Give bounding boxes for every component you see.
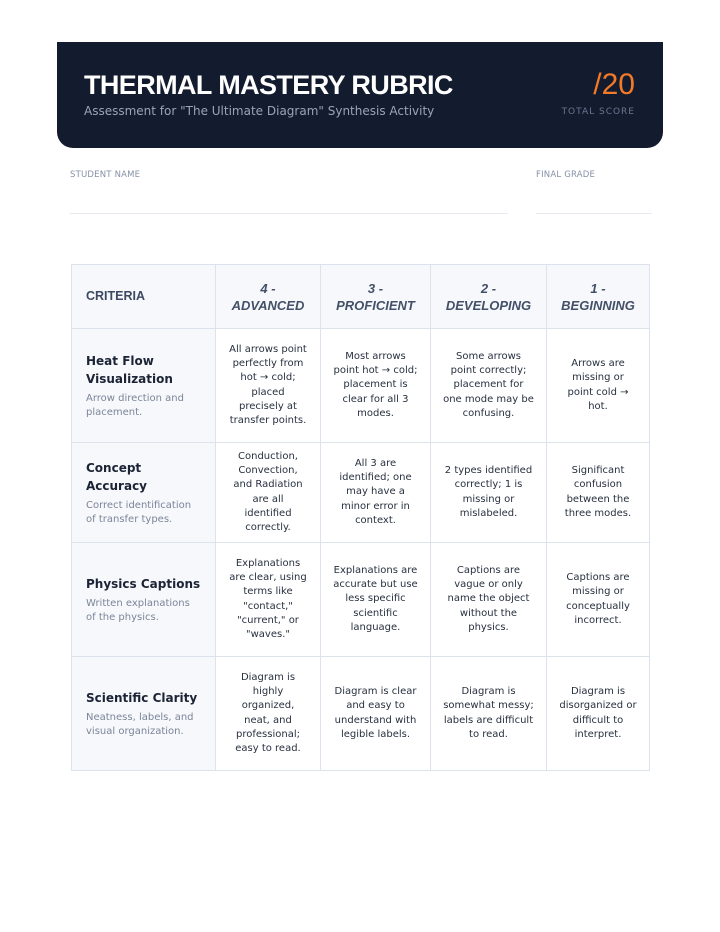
- rubric-table: [71, 264, 650, 771]
- table-row: [72, 543, 650, 657]
- criterion-cell: [72, 543, 216, 657]
- criterion-name: Physics Captions: [86, 576, 201, 591]
- criterion-description: Written explanations of the physics.: [86, 597, 190, 623]
- criterion-cell: [72, 329, 216, 443]
- criterion-cell: [72, 657, 216, 771]
- table-row: [72, 329, 650, 443]
- score-cell[interactable]: 2 types identified correctly; 1 is missing or mislabeled.: [431, 443, 547, 543]
- final-grade-field[interactable]: [536, 213, 652, 214]
- total-score-label: TOTAL SCORE: [561, 107, 635, 117]
- score-cell[interactable]: Diagram is somewhat messy; labels are difficult to read.: [431, 657, 547, 771]
- score-cell[interactable]: Diagram is clear and easy to understand with legible labels.: [321, 657, 431, 771]
- score-cell[interactable]: All arrows point perfectly from hot → cold; placed precisely at transfer points.: [216, 329, 321, 443]
- score-cell[interactable]: Captions are missing or conceptually incorrect.: [547, 543, 650, 657]
- table-row: [72, 657, 650, 771]
- score-cell[interactable]: Most arrows point hot → cold; placement is clear for all 3 modes.: [321, 329, 431, 443]
- criterion-cell: [72, 443, 216, 543]
- criteria-header: CRITERIA: [72, 265, 216, 329]
- criterion-description: Neatness, labels, and visual organization.: [86, 711, 194, 737]
- score-cell[interactable]: All 3 are identified; one may have a minor error in context.: [321, 443, 431, 543]
- score-cell[interactable]: Diagram is highly organized, neat, and professional; easy to read.: [216, 657, 321, 771]
- level-header: 3 - PROFICIENT: [321, 265, 431, 329]
- score-cell[interactable]: Explanations are clear, using terms like "contact," "current," or "waves.": [216, 543, 321, 657]
- level-header: 4 - ADVANCED: [216, 265, 321, 329]
- criterion-name: Concept Accuracy: [86, 460, 148, 493]
- level-header: 2 - DEVELOPING: [431, 265, 547, 329]
- table-row: [72, 443, 650, 543]
- total-score: /20: [593, 68, 635, 101]
- criterion-description: Correct identification of transfer types.: [86, 499, 192, 525]
- score-cell[interactable]: Significant confusion between the three modes.: [547, 443, 650, 543]
- score-cell[interactable]: Arrows are missing or point cold → hot.: [547, 329, 650, 443]
- score-cell[interactable]: Some arrows point correctly; placement for one mode may be confusing.: [431, 329, 547, 443]
- student-name-field[interactable]: [70, 213, 508, 214]
- level-header: 1 - BEGINNING: [547, 265, 650, 329]
- student-name-label: STUDENT NAME: [70, 170, 141, 180]
- rubric-header: [57, 42, 663, 148]
- table-header-row: [72, 265, 650, 329]
- criterion-name: Scientific Clarity: [86, 690, 198, 705]
- page-subtitle: Assessment for "The Ultimate Diagram" Synthesis Activity: [84, 104, 435, 118]
- page-title: THERMAL MASTERY RUBRIC: [84, 70, 453, 100]
- score-cell[interactable]: Explanations are accurate but use less specific scientific language.: [321, 543, 431, 657]
- criterion-description: Arrow direction and placement.: [86, 392, 184, 418]
- score-cell[interactable]: Captions are vague or only name the object without the physics.: [431, 543, 547, 657]
- criterion-name: Heat Flow Visualization: [86, 353, 173, 386]
- final-grade-label: FINAL GRADE: [536, 170, 596, 180]
- score-cell[interactable]: Diagram is disorganized or difficult to interpret.: [547, 657, 650, 771]
- score-cell[interactable]: Conduction, Convection, and Radiation are all identified correctly.: [216, 443, 321, 543]
